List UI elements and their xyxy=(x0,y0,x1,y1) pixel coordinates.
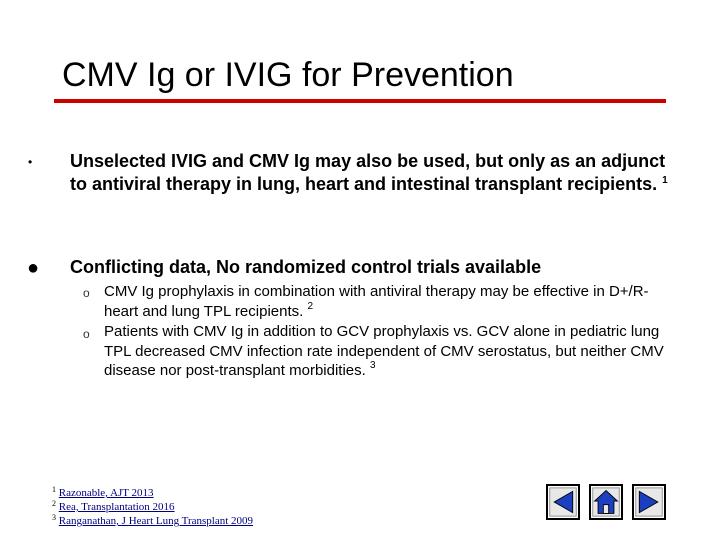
reference-item: $^1$ Razonable, AJT 2013 xyxy=(52,485,154,499)
reference-item: $^3$ Ranganathan, J Heart Lung Transplant 2009 xyxy=(52,513,254,527)
bullet-marker: • xyxy=(28,155,33,169)
reference-link-1[interactable]: Razonable, AJT 2013 xyxy=(58,487,154,499)
bullet-2-text: Conflicting data, No randomized control trials available xyxy=(70,257,542,277)
reference-item: $^2$ Rea, Transplantation 2016 xyxy=(52,499,175,513)
bullet-marker: ● xyxy=(27,257,40,279)
reference-link-2[interactable]: Rea, Transplantation 2016 xyxy=(58,501,175,513)
sub-bullet-2-ref: 3 xyxy=(369,360,376,371)
sub-bullet-2-text: Patients with CMV Ig in addition to GCV prophylaxis vs. GCV alone in pediatric lung TPL decreased CMV infection rate independent of CMV serostatus, but neither CMV disease nor post-transplant morbidities. xyxy=(104,323,664,379)
home-icon xyxy=(591,486,621,518)
sub-bullet-2 xyxy=(104,322,684,381)
sub-bullet-marker: o xyxy=(83,327,90,341)
sub-bullet-marker: o xyxy=(83,286,90,300)
slide-title: CMV Ig or IVIG for Prevention xyxy=(62,56,514,94)
references xyxy=(52,486,253,528)
previous-slide-icon xyxy=(548,486,578,518)
bullet-1-ref: 1 xyxy=(662,175,668,186)
title-underline xyxy=(54,99,666,103)
bullet-2 xyxy=(70,256,690,279)
sub-bullet-1-ref: 2 xyxy=(307,300,314,312)
next-slide-button[interactable] xyxy=(632,484,666,520)
home-button[interactable] xyxy=(589,484,623,520)
bullet-1-text: Unselected IVIG and CMV Ig may also be used, but only as an adjunct to antiviral therapy in lung, heart and intestinal transplant recipients. xyxy=(70,151,666,194)
sub-bullet-1 xyxy=(104,282,684,321)
previous-slide-button[interactable] xyxy=(546,484,580,520)
next-slide-icon xyxy=(634,486,664,518)
sub-bullet-1-text: CMV Ig prophylaxis in combination with antiviral therapy may be effective in D+/R- heart and lung TPL recipients. xyxy=(104,283,649,320)
bullet-1 xyxy=(70,150,670,196)
reference-link-3[interactable]: Ranganathan, J Heart Lung Transplant 2009 xyxy=(58,515,254,527)
